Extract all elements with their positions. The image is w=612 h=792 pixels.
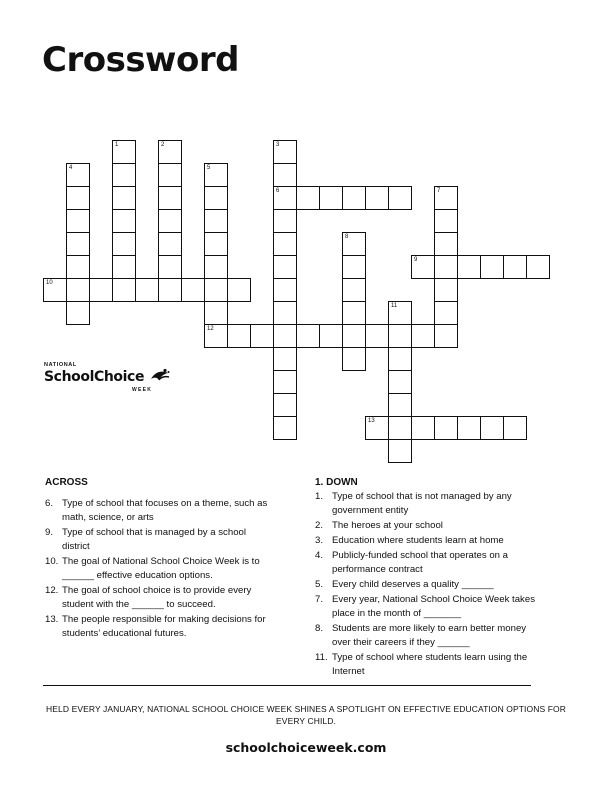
crossword-cell[interactable] [434,232,458,256]
crossword-cell[interactable] [388,416,412,440]
crossword-cell[interactable] [273,209,297,233]
crossword-cell[interactable] [273,416,297,440]
website-link[interactable]: schoolchoiceweek.com [225,740,387,755]
clue-item-text: The goal of school choice is to provide every student with the ______ to succeed. [62,585,252,610]
crossword-cell[interactable] [66,232,90,256]
crossword-cell[interactable] [43,278,67,302]
clue-item-number: 8. [315,623,324,634]
clue-item-number: 3. [315,535,324,546]
clue-item-text: Publicly-funded school that operates on a performance contract [332,550,508,575]
crossword-cell[interactable] [342,301,366,325]
crossword-cell[interactable] [273,301,297,325]
crossword-cell[interactable] [388,301,412,325]
clue-item [315,549,540,577]
crossword-cell[interactable] [480,416,504,440]
clue-item-number: 7. [315,594,324,605]
crossword-cell[interactable] [319,324,343,348]
clue-number: 13 [368,418,375,424]
crossword-cell[interactable] [227,324,251,348]
crossword-cell[interactable] [480,255,504,279]
clue-item-number: 4. [315,550,324,561]
crossword-cell[interactable] [365,186,389,210]
crossword-cell[interactable] [411,255,435,279]
clue-item-text: Every child deserves a quality ______ [332,579,494,590]
crossword-cell[interactable] [158,140,182,164]
clue-number: 4 [69,165,73,171]
crossword-cell[interactable] [319,186,343,210]
crossword-cell[interactable] [388,439,412,463]
down-clue-list [315,490,540,680]
clue-item-text: Every year, National School Choice Week takes place in the month of _______ [332,594,535,619]
clue-number: 11 [391,303,398,309]
crossword-cell[interactable] [411,324,435,348]
crossword-cell[interactable] [204,324,228,348]
clue-item-number: 5. [315,579,324,590]
down-heading: 1. DOWN [315,477,358,488]
crossword-cell[interactable] [388,324,412,348]
clue-number: 7 [437,188,441,194]
clue-number: 9 [414,257,418,263]
page-title: Crossword [42,40,239,80]
crossword-cell[interactable] [503,255,527,279]
crossword-cell[interactable] [204,186,228,210]
crossword-cell[interactable] [342,186,366,210]
clue-item-number: 6. [45,498,54,509]
crossword-cell[interactable] [112,186,136,210]
crossword-cell[interactable] [158,255,182,279]
logo-main-text: SchoolChoice [44,369,145,385]
crossword-cell[interactable] [365,324,389,348]
clue-item [45,555,275,583]
crossword-cell[interactable] [388,186,412,210]
clue-item-text: The goal of National School Choice Week is to ______ effective education options. [62,556,260,581]
crossword-cell[interactable] [227,278,251,302]
crossword-cell[interactable] [342,278,366,302]
crossword-cell[interactable] [204,278,228,302]
crossword-cell[interactable] [204,209,228,233]
crossword-cell[interactable] [273,186,297,210]
crossword-cell[interactable] [296,324,320,348]
crossword-cell[interactable] [204,232,228,256]
crossword-cell[interactable] [273,140,297,164]
crossword-cell[interactable] [66,163,90,187]
crossword-cell[interactable] [342,232,366,256]
clue-item-number: 1. [315,491,324,502]
clue-item-text: Type of school that is managed by a school district [62,527,246,552]
crossword-cell[interactable] [273,232,297,256]
crossword-cell[interactable] [158,209,182,233]
crossword-cell[interactable] [112,163,136,187]
crossword-cell[interactable] [388,370,412,394]
clue-item-text: Education where students learn at home [332,535,504,546]
crossword-cell[interactable] [273,393,297,417]
crossword-cell[interactable] [434,209,458,233]
crossword-cell[interactable] [158,278,182,302]
clue-number: 8 [345,234,349,240]
crossword-cell[interactable] [66,255,90,279]
clue-item-text: The people responsible for making decisions for students’ educational futures. [62,614,266,639]
clue-item-text: Type of school that focuses on a theme, such as math, science, or arts [62,498,268,523]
across-heading: ACROSS [45,477,88,488]
crossword-cell[interactable] [89,278,113,302]
clue-item [315,622,540,650]
crossword-cell[interactable] [503,416,527,440]
clue-number: 3 [276,142,280,148]
divider [43,685,531,686]
clue-number: 5 [207,165,211,171]
crossword-cell[interactable] [158,163,182,187]
crossword-cell[interactable] [66,186,90,210]
clue-number: 1 [115,142,119,148]
clue-item-number: 9. [45,527,54,538]
crossword-cell[interactable] [158,232,182,256]
crossword-cell[interactable] [411,416,435,440]
clue-number: 2 [161,142,165,148]
crossword-cell[interactable] [296,186,320,210]
crossword-cell[interactable] [112,278,136,302]
crossword-cell[interactable] [204,301,228,325]
crossword-cell[interactable] [434,255,458,279]
clue-item [45,497,275,525]
clue-item [45,584,275,612]
crossword-cell[interactable] [342,255,366,279]
crossword-cell[interactable] [457,255,481,279]
crossword-cell[interactable] [273,255,297,279]
crossword-cell[interactable] [158,186,182,210]
logo-national-text: NATIONAL [44,362,77,368]
crossword-cell[interactable] [342,324,366,348]
crossword-cell[interactable] [112,140,136,164]
clue-item [45,526,275,554]
school-choice-week-logo [44,362,174,394]
clue-number: 10 [46,280,53,286]
crossword-cell[interactable] [112,255,136,279]
crossword-cell[interactable] [457,416,481,440]
crossword-cell[interactable] [365,416,389,440]
clue-item-number: 12. [45,585,59,596]
clue-item-number: 10. [45,556,59,567]
crossword-cell[interactable] [526,255,550,279]
crossword-cell[interactable] [66,278,90,302]
crossword-cell[interactable] [273,347,297,371]
clue-item-number: 13. [45,614,59,625]
clue-item-text: Students are more likely to earn better money over their careers if they ______ [332,623,527,648]
crossword-cell[interactable] [204,255,228,279]
clue-item [315,578,540,592]
clue-item-text: Type of school that is not managed by any government entity [332,491,512,516]
logo-week-text: WEEK [132,387,153,393]
across-clue-list [45,497,275,642]
clue-item [315,534,540,548]
clue-item [315,519,540,533]
crossword-cell[interactable] [273,370,297,394]
crossword-cell[interactable] [250,324,274,348]
clue-item [45,613,275,641]
scarf-icon [149,368,171,386]
crossword-cell[interactable] [434,416,458,440]
crossword-cell[interactable] [388,393,412,417]
crossword-cell[interactable] [273,278,297,302]
crossword-cell[interactable] [273,163,297,187]
crossword-cell[interactable] [434,278,458,302]
footer-text: HELD EVERY JANUARY, NATIONAL SCHOOL CHOICE WEEK SHINES A SPOTLIGHT ON EFFECTIVE EDUCATION OPTIONS FOR EVERY CHILD. [46,704,566,726]
clue-number: 6 [276,188,280,194]
clue-number: 12 [207,326,214,332]
crossword-cell[interactable] [135,278,159,302]
crossword-cell[interactable] [388,347,412,371]
crossword-cell[interactable] [434,186,458,210]
crossword-cell[interactable] [434,301,458,325]
crossword-cell[interactable] [112,209,136,233]
clue-item-text: The heroes at your school [332,520,443,531]
crossword-cell[interactable] [273,324,297,348]
clue-item-text: Type of school where students learn using the Internet [332,652,528,677]
crossword-cell[interactable] [66,301,90,325]
crossword-cell[interactable] [181,278,205,302]
clue-item-number: 11. [315,652,328,663]
clue-item-number: 2. [315,520,324,531]
crossword-cell[interactable] [434,324,458,348]
crossword-cell[interactable] [342,347,366,371]
crossword-cell[interactable] [66,209,90,233]
clue-item [315,593,540,621]
clue-item [315,490,540,518]
clue-item [315,651,540,679]
crossword-cell[interactable] [112,232,136,256]
crossword-cell[interactable] [204,163,228,187]
